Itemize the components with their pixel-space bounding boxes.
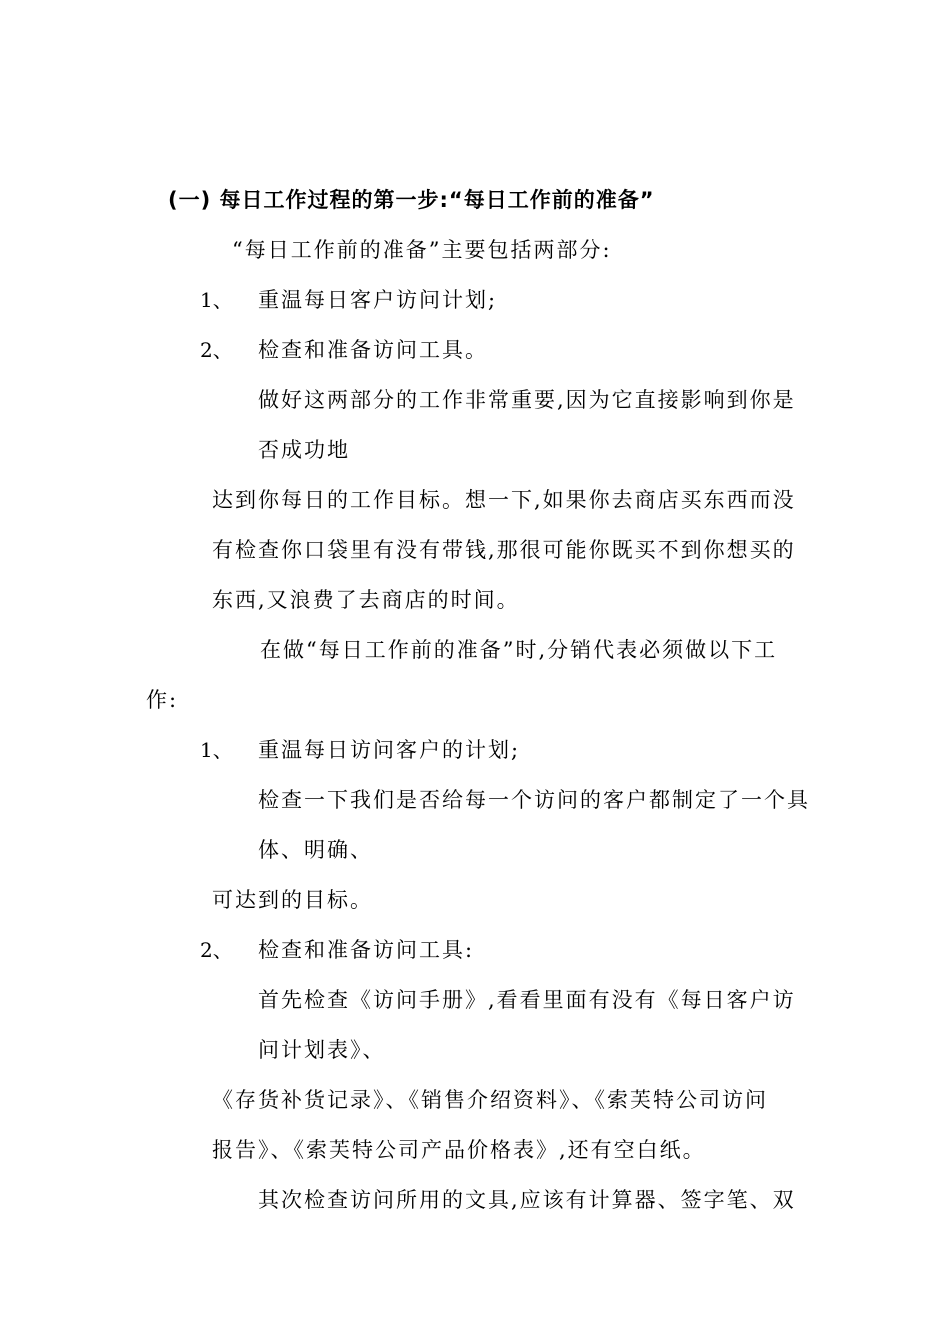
list-item: 检查和准备访问工具。: [258, 338, 488, 362]
intro-line: “每日工作前的准备”主要包括两部分:: [232, 238, 612, 262]
paragraph-line: 报告》、《索芙特公司产品价格表》,还有空白纸。: [212, 1138, 706, 1162]
paragraph-line: 有检查你口袋里有没有带钱,那很可能你既买不到你想买的: [212, 538, 796, 562]
list-item: 重温每日客户访问计划;: [258, 288, 498, 312]
paragraph-line: 问计划表》、: [258, 1038, 386, 1062]
list-number: 2、: [200, 938, 233, 962]
list-number: 1、: [200, 288, 233, 312]
paragraph-line: 检查一下我们是否给每一个访问的客户都制定了一个具: [258, 788, 810, 812]
paragraph-line: 做好这两部分的工作非常重要,因为它直接影响到你是: [258, 388, 796, 412]
list-number: 1、: [200, 738, 233, 762]
paragraph-line: 其次检查访问所用的文具,应该有计算器、签字笔、双: [258, 1188, 796, 1212]
paragraph-line: 首先检查《访问手册》,看看里面有没有《每日客户访: [258, 988, 796, 1012]
section-heading: (一) 每日工作过程的第一步:“每日工作前的准备”: [168, 188, 655, 212]
paragraph-line: 《存货补货记录》、《销售介绍资料》、《索芙特公司访问: [212, 1088, 768, 1112]
paragraph-line: 东西,又浪费了去商店的时间。: [212, 588, 520, 612]
paragraph-line: 作:: [146, 688, 179, 712]
paragraph-line: 达到你每日的工作目标。想一下,如果你去商店买东西而没: [212, 488, 796, 512]
list-item-title: 重温每日访问客户的计划;: [258, 738, 521, 762]
list-item-title: 检查和准备访问工具:: [258, 938, 475, 962]
paragraph-line: 体、明确、: [258, 838, 373, 862]
paragraph-line: 可达到的目标。: [212, 888, 373, 912]
paragraph-line: 否成功地: [258, 438, 350, 462]
paragraph-line: 在做“每日工作前的准备”时,分销代表必须做以下工: [260, 638, 778, 662]
list-number: 2、: [200, 338, 233, 362]
